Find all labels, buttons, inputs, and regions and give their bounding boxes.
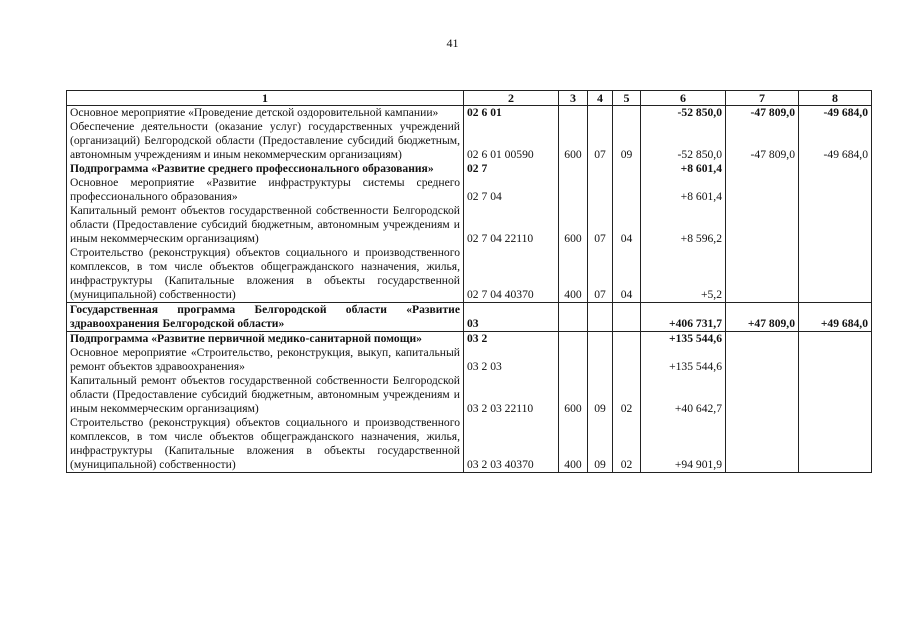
row-value-6: +8 596,2 xyxy=(641,204,726,246)
row-col-5: 09 xyxy=(613,120,641,162)
column-header-3: 3 xyxy=(559,91,588,106)
row-col-3: 600 xyxy=(559,120,588,162)
table-row xyxy=(67,162,872,176)
row-name: Основное мероприятие «Строительство, реконструкция, выкуп, капитальный ремонт объектов здравоохранения» xyxy=(67,346,464,374)
column-header-6: 6 xyxy=(641,91,726,106)
row-col-5: 02 xyxy=(613,374,641,416)
row-name: Строительство (реконструкция) объектов социального и производственного комплексов, в том числе объектов общегражданского назначения, жилья, инфраструктуры (Капитальные вложения в объекты государственной (муниципальной) собственности) xyxy=(67,416,464,473)
row-value-6: +8 601,4 xyxy=(641,162,726,176)
row-col-4: 09 xyxy=(588,416,613,473)
row-code: 02 7 04 xyxy=(464,176,559,204)
row-value-8 xyxy=(799,176,872,204)
row-code: 02 6 01 00590 xyxy=(464,120,559,162)
row-col-3: 600 xyxy=(559,204,588,246)
row-col-5 xyxy=(613,106,641,121)
row-value-8: -49 684,0 xyxy=(799,120,872,162)
row-code: 02 7 xyxy=(464,162,559,176)
row-code: 02 6 01 xyxy=(464,106,559,121)
row-name: Подпрограмма «Развитие первичной медико-санитарной помощи» xyxy=(67,332,464,347)
row-value-7: -47 809,0 xyxy=(726,120,799,162)
row-value-7 xyxy=(726,176,799,204)
row-value-7: +47 809,0 xyxy=(726,303,799,332)
row-value-7 xyxy=(726,332,799,347)
table-row xyxy=(67,303,872,332)
row-col-4 xyxy=(588,332,613,347)
row-name: Обеспечение деятельности (оказание услуг) государственных учреждений (организаций) Белгородской области (Предоставление субсидий бюджетным, автономным учреждениям и иным некоммерческим организациям) xyxy=(67,120,464,162)
row-value-8 xyxy=(799,346,872,374)
row-name: Капитальный ремонт объектов государственной собственности Белгородской области (Предоставление субсидий бюджетным, автономным учреждениям и иным некоммерческим организациям) xyxy=(67,374,464,416)
row-code: 03 2 03 xyxy=(464,346,559,374)
table-row xyxy=(67,332,872,347)
column-header-5: 5 xyxy=(613,91,641,106)
row-code: 03 2 03 40370 xyxy=(464,416,559,473)
table-body xyxy=(67,106,872,473)
row-col-3: 400 xyxy=(559,416,588,473)
row-value-8 xyxy=(799,246,872,303)
row-col-4: 07 xyxy=(588,120,613,162)
row-name: Капитальный ремонт объектов государственной собственности Белгородской области (Предоставление субсидий бюджетным, автономным учреждениям и иным некоммерческим организациям) xyxy=(67,204,464,246)
row-value-7 xyxy=(726,374,799,416)
row-code: 02 7 04 40370 xyxy=(464,246,559,303)
row-col-3 xyxy=(559,332,588,347)
row-col-4 xyxy=(588,162,613,176)
page-number: 41 xyxy=(446,36,459,50)
row-value-7 xyxy=(726,416,799,473)
row-value-6: -52 850,0 xyxy=(641,120,726,162)
row-value-6: +40 642,7 xyxy=(641,374,726,416)
row-value-6: +5,2 xyxy=(641,246,726,303)
row-value-8 xyxy=(799,416,872,473)
row-name: Строительство (реконструкция) объектов социального и производственного комплексов, в том числе объектов общегражданского назначения, жилья, инфраструктуры (Капитальные вложения в объекты государственной (муниципальной) собственности) xyxy=(67,246,464,303)
row-value-8 xyxy=(799,204,872,246)
row-col-4: 09 xyxy=(588,374,613,416)
table-row xyxy=(67,176,872,204)
row-col-4 xyxy=(588,346,613,374)
table-row xyxy=(67,120,872,162)
column-header-4: 4 xyxy=(588,91,613,106)
row-col-5 xyxy=(613,162,641,176)
table-row xyxy=(67,346,872,374)
header-row xyxy=(67,91,872,106)
row-value-6: +135 544,6 xyxy=(641,346,726,374)
row-col-3 xyxy=(559,162,588,176)
row-col-5: 04 xyxy=(613,246,641,303)
row-col-5: 04 xyxy=(613,204,641,246)
row-value-8 xyxy=(799,162,872,176)
table-row xyxy=(67,246,872,303)
table-row xyxy=(67,106,872,121)
column-header-7: 7 xyxy=(726,91,799,106)
row-name: Основное мероприятие «Развитие инфраструктуры системы среднего профессионального образования» xyxy=(67,176,464,204)
row-col-4 xyxy=(588,303,613,332)
column-header-1: 1 xyxy=(67,91,464,106)
row-col-3: 600 xyxy=(559,374,588,416)
row-col-3: 400 xyxy=(559,246,588,303)
row-value-7: -47 809,0 xyxy=(726,106,799,121)
row-name: Подпрограмма «Развитие среднего профессионального образования» xyxy=(67,162,464,176)
row-code: 03 xyxy=(464,303,559,332)
row-name: Государственная программа Белгородской области «Развитие здравоохранения Белгородской области» xyxy=(67,303,464,332)
row-value-7 xyxy=(726,246,799,303)
row-code: 03 2 xyxy=(464,332,559,347)
row-col-5 xyxy=(613,303,641,332)
row-col-3 xyxy=(559,346,588,374)
row-col-4 xyxy=(588,106,613,121)
table-row xyxy=(67,374,872,416)
row-col-3 xyxy=(559,176,588,204)
table-row xyxy=(67,204,872,246)
row-value-8 xyxy=(799,332,872,347)
row-col-5: 02 xyxy=(613,416,641,473)
row-value-6: +135 544,6 xyxy=(641,332,726,347)
row-value-7 xyxy=(726,204,799,246)
row-value-6: +8 601,4 xyxy=(641,176,726,204)
row-col-4: 07 xyxy=(588,246,613,303)
row-col-3 xyxy=(559,106,588,121)
row-code: 03 2 03 22110 xyxy=(464,374,559,416)
row-value-6: +406 731,7 xyxy=(641,303,726,332)
row-col-4 xyxy=(588,176,613,204)
budget-table xyxy=(66,90,872,473)
row-value-7 xyxy=(726,162,799,176)
row-value-8: -49 684,0 xyxy=(799,106,872,121)
table-row xyxy=(67,416,872,473)
row-value-7 xyxy=(726,346,799,374)
row-col-5 xyxy=(613,176,641,204)
row-col-3 xyxy=(559,303,588,332)
row-value-8 xyxy=(799,374,872,416)
row-name: Основное мероприятие «Проведение детской оздоровительной кампании» xyxy=(67,106,464,121)
column-header-8: 8 xyxy=(799,91,872,106)
row-col-5 xyxy=(613,332,641,347)
row-code: 02 7 04 22110 xyxy=(464,204,559,246)
column-header-2: 2 xyxy=(464,91,559,106)
row-value-8: +49 684,0 xyxy=(799,303,872,332)
row-value-6: -52 850,0 xyxy=(641,106,726,121)
row-col-4: 07 xyxy=(588,204,613,246)
row-col-5 xyxy=(613,346,641,374)
row-value-6: +94 901,9 xyxy=(641,416,726,473)
